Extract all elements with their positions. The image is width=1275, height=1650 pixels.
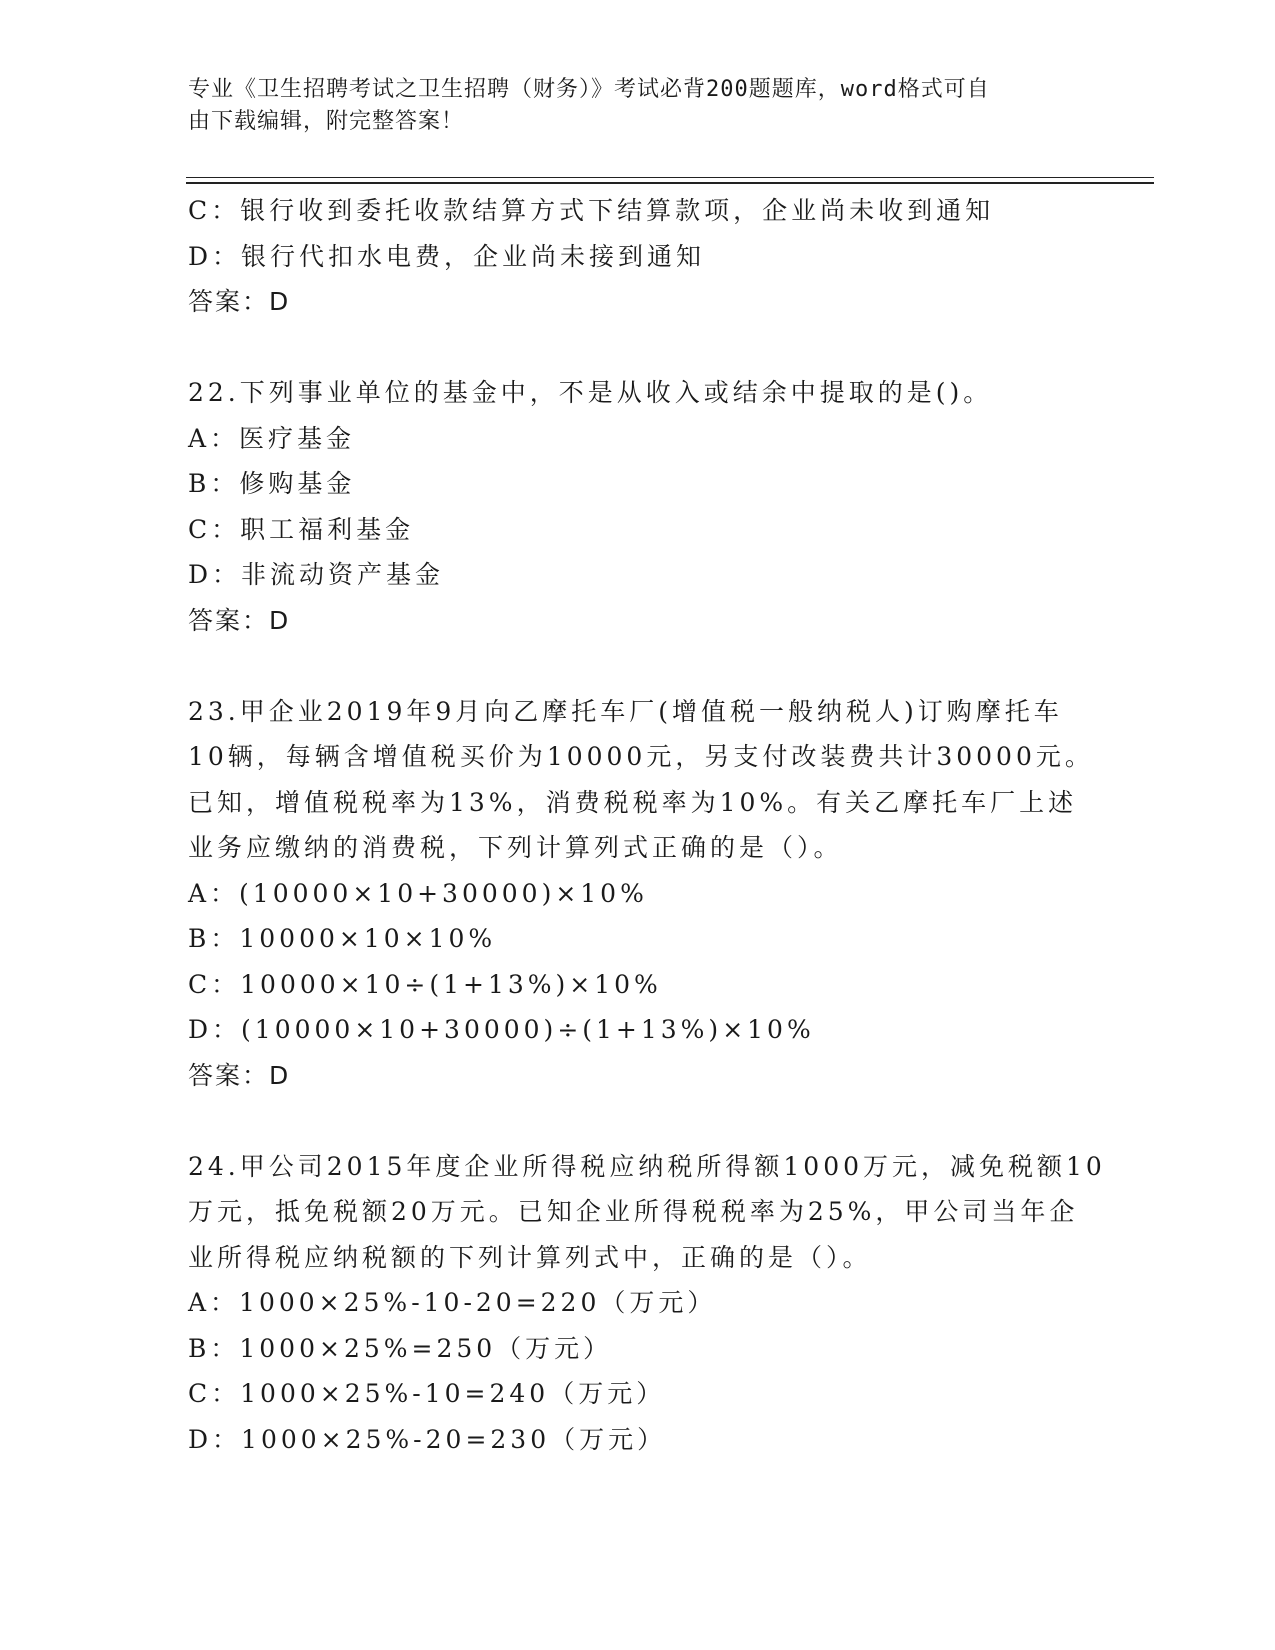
- option-d: D：(10000×10+30000)÷(1+13%)×10%: [188, 1015, 815, 1044]
- option-d: D：1000×25%-20=230（万元）: [188, 1424, 667, 1454]
- question-23: [188, 689, 1094, 1099]
- question-22: [188, 370, 1088, 643]
- option-b: B：修购基金: [188, 469, 356, 498]
- question-stem: 22.下列事业单位的基金中，不是从收入或结余中提取的是()。: [188, 378, 993, 407]
- spacer: [188, 325, 1088, 371]
- answer-line: 答案：D: [188, 287, 291, 316]
- question-24: [188, 1144, 1106, 1463]
- document-header: [188, 74, 1068, 138]
- question-stem-line-2: 10辆，每辆含增值税买价为10000元，另支付改装费共计30000元。: [188, 742, 1094, 771]
- question-stem-line-2: 万元，抵免税额20万元。已知企业所得税税率为25%，甲公司当年企: [188, 1197, 1079, 1226]
- prev-question-block: [188, 188, 1088, 325]
- option-b: B：10000×10×10%: [188, 924, 497, 953]
- spacer: [188, 643, 1088, 689]
- question-stem-line-1: 24.甲公司2015年度企业所得税应纳税所得额1000万元，减免税额10: [188, 1151, 1106, 1181]
- option-c: C：1000×25%-10=240（万元）: [188, 1379, 666, 1408]
- header-divider-thin: [186, 177, 1154, 178]
- option-d: D：非流动资产基金: [188, 560, 445, 589]
- question-content: [188, 188, 1106, 1462]
- answer-line: 答案：D: [188, 1060, 291, 1090]
- header-line-2: 由下载编辑，附完整答案！: [188, 109, 465, 134]
- question-stem-line-3: 已知，增值税税率为13%，消费税税率为10%。有关乙摩托车厂上述: [188, 787, 1078, 817]
- option-b: B：1000×25%=250（万元）: [188, 1333, 613, 1363]
- spacer: [188, 1098, 1088, 1144]
- header-divider-thick: [186, 182, 1154, 184]
- header-line-1: 专业《卫生招聘考试之卫生招聘（财务）》考试必背200题题库，word格式可自: [188, 77, 990, 102]
- question-stem-line-3: 业所得税应纳税额的下列计算列式中，正确的是（）。: [188, 1242, 872, 1272]
- option-d: D：银行代扣水电费，企业尚未接到通知: [188, 241, 706, 271]
- option-a: A：(10000×10+30000)×10%: [188, 878, 648, 908]
- question-stem-line-4: 业务应缴纳的消费税，下列计算列式正确的是（）。: [188, 833, 843, 862]
- answer-line: 答案：D: [188, 605, 291, 635]
- question-stem-line-1: 23.甲企业2019年9月向乙摩托车厂(增值税一般纳税人)订购摩托车: [188, 696, 1063, 726]
- option-a: A：1000×25%-10-20=220（万元）: [188, 1288, 717, 1317]
- option-a: A：医疗基金: [188, 423, 356, 453]
- option-c: C：职工福利基金: [188, 514, 415, 544]
- option-c: C：银行收到委托收款结算方式下结算款项，企业尚未收到通知: [188, 196, 995, 225]
- option-c: C：10000×10÷(1+13%)×10%: [188, 969, 662, 999]
